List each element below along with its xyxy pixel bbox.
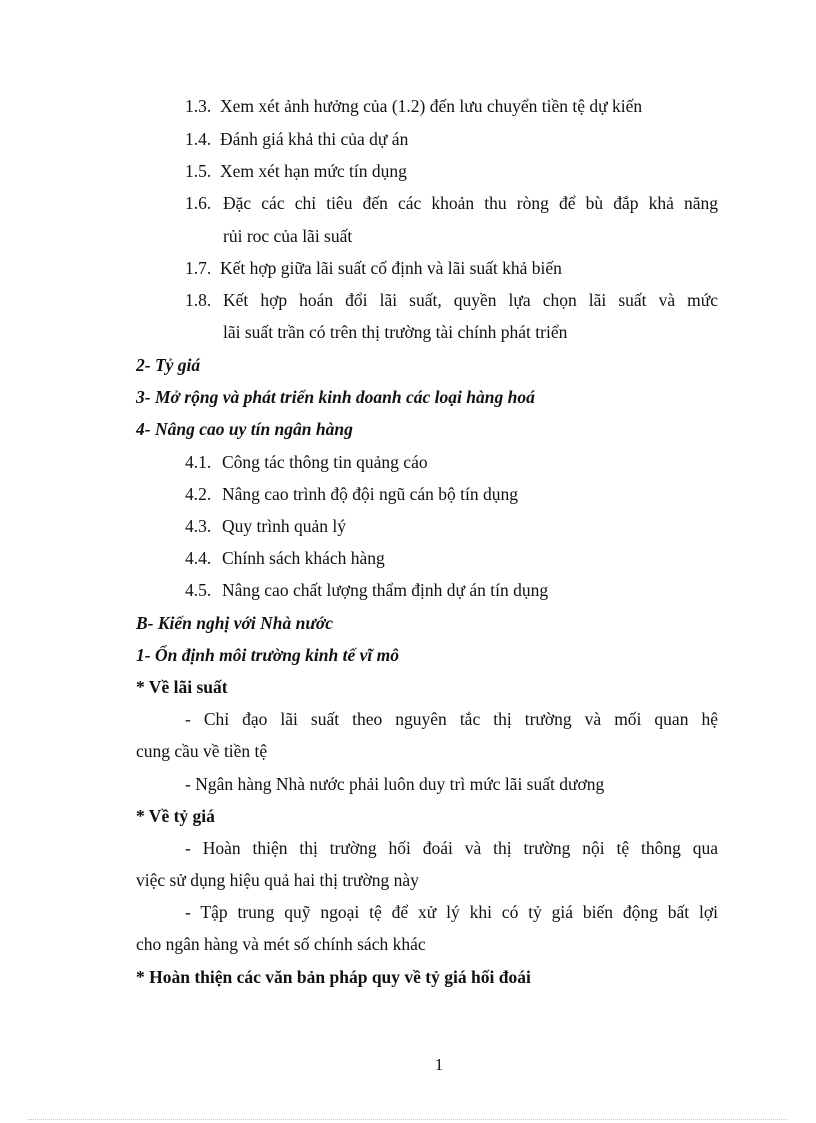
item-text: Đặc các chỉ tiêu đến các khoản thu ròng để bù đắp khả năng [223, 193, 718, 213]
item-number: 4.2. [185, 484, 212, 504]
item-number: 1.3. [185, 96, 212, 116]
paragraph-line: cung cầu về tiền tệ [136, 741, 268, 761]
paragraph-line: - Hoàn thiện thị trường hối đoái và thị trường nội tệ thông qua [185, 838, 718, 858]
page-bottom-divider [28, 1119, 788, 1120]
item-number: 1.7. [185, 258, 212, 278]
item-number: 1.4. [185, 129, 212, 149]
paragraph-line: - Chỉ đạo lãi suất theo nguyên tắc thị trường và mối quan hệ [185, 709, 718, 729]
item-text: Xem xét hạn mức tín dụng [220, 161, 407, 181]
item-text: Công tác thông tin quảng cáo [222, 452, 428, 472]
item-text: Quy trình quản lý [222, 516, 346, 536]
item-text-continuation: lãi suất trần có trên thị trường tài chính phát triển [223, 322, 568, 342]
item-number: 1.5. [185, 161, 212, 181]
item-text: Xem xét ảnh hưởng của (1.2) đến lưu chuyển tiền tệ dự kiến [220, 96, 643, 116]
item-number: 1.8. [185, 290, 212, 310]
heading-bank-reputation: 4- Nâng cao uy tín ngân hàng [136, 419, 353, 439]
paragraph-line: cho ngân hàng và mét số chính sách khác [136, 934, 426, 954]
item-text: Chính sách khách hàng [222, 548, 385, 568]
item-text-continuation: rủi roc của lãi suất [223, 226, 353, 246]
item-text: Nâng cao chất lượng thẩm định dự án tín dụng [222, 580, 549, 600]
item-number: 4.5. [185, 580, 212, 600]
heading-exchange-rate: 2- Tỷ giá [136, 355, 201, 375]
subheading-exchange-rate: * Về tỷ giá [136, 806, 215, 826]
item-number: 1.6. [185, 193, 212, 213]
item-number: 4.4. [185, 548, 212, 568]
paragraph-line: - Tập trung quỹ ngoại tệ để xử lý khi có tỷ giá biến động bất lợi [185, 902, 718, 922]
heading-state-recommendations: B- Kiến nghị với Nhà nước [136, 613, 334, 633]
item-text: Kết hợp giữa lãi suất cố định và lãi suất khả biến [220, 258, 562, 278]
item-text: Kết hợp hoán đổi lãi suất, quyền lựa chọn lãi suất và mức [223, 290, 718, 310]
subheading-interest-rate: * Về lãi suất [136, 677, 228, 697]
item-text: Đánh giá khả thi của dự án [220, 129, 409, 149]
subheading-legal-documents: * Hoàn thiện các văn bản pháp quy về tỷ giá hối đoái [136, 967, 531, 987]
paragraph-line: việc sử dụng hiệu quả hai thị trường này [136, 870, 419, 890]
item-number: 4.1. [185, 452, 212, 472]
heading-expand-business: 3- Mở rộng và phát triển kinh doanh các loại hàng hoá [136, 387, 535, 407]
item-text: Nâng cao trình độ đội ngũ cán bộ tín dụng [222, 484, 518, 504]
heading-macro-stability: 1- Ổn định môi trường kinh tế vĩ mô [136, 645, 399, 665]
page-number: 1 [434, 1055, 444, 1074]
item-number: 4.3. [185, 516, 212, 536]
paragraph-line: - Ngân hàng Nhà nước phải luôn duy trì mức lãi suất dương [185, 774, 605, 794]
